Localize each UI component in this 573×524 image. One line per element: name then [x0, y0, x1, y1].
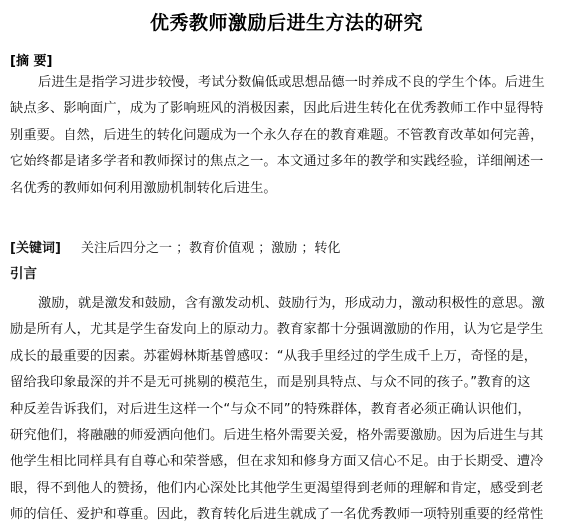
abstract-paragraph	[10, 70, 566, 202]
body-line: 师的信任、爱护和尊重。因此，教育转化后进生就成了一名优秀教师一项特别重要的经常性	[10, 507, 544, 523]
body-line: 留给我印象最深的并不是无可挑剔的模范生，而是别具特点、与众不同的孩子。”教育的这	[10, 375, 531, 391]
intro-heading: 引言	[10, 266, 37, 282]
body-line: 他学生相比同样具有自尊心和荣誉感，但在求知和修身方面又信心不足。由于长期受、遭冷	[10, 454, 544, 470]
body-line: 励是所有人，尤其是学生奋发向上的原动力。教育家都十分强调激励的作用，认为它是学生	[10, 322, 544, 338]
abstract-label: [摘 要]	[10, 54, 53, 69]
body-line: 激励，就是激发和鼓励，含有激发动机、鼓励行为，形成动力，激动积极性的意思。激	[38, 296, 545, 311]
body-line: 成长的最重要的因素。苏霍姆林斯基曾感叹：“从我手里经过的学生成千上万，奇怪的是，	[10, 348, 538, 364]
document-title: 优秀教师激励后进生方法的研究	[149, 12, 423, 34]
abstract-line: 别重要。自然，后进生的转化问题成为一个永久存在的教育难题。不管教育改革如何完善，	[10, 127, 544, 143]
abstract-line: 缺点多、影响面广，成为了影响班风的消极因素，因此后进生转化在优秀教师工作中显得特	[10, 101, 544, 117]
body-line: 种反差告诉我们，对后进生这样一个“与众不同”的特殊群体，教育者必须正确认识他们，	[10, 401, 531, 417]
abstract-line: 它始终都是诸多学者和教师探讨的焦点之一。本文通过多年的教学和实践经验，详细阐述一	[10, 154, 544, 170]
keywords-text: 关注后四分之一 ；教育价值观 ；激励 ；转化	[81, 241, 341, 256]
abstract-line: 名优秀的教师如何利用激励机制转化后进生。	[10, 180, 277, 196]
keywords-label: [关键词]	[10, 241, 61, 256]
abstract-line: 后进生是指学习进步较慢，考试分数偏低或思想品德一时养成不良的学生个体。后进生	[38, 75, 545, 90]
body-line: 眼，得不到他人的赞扬，他们内心深处比其他学生更渴望得到老师的理解和肯定，感受到老	[10, 480, 544, 496]
body-line: 研究他们，将融融的师爱洒向他们。后进生格外需要关爱，格外需要激励。因为后进生与其	[10, 427, 544, 443]
intro-paragraph	[10, 291, 566, 524]
